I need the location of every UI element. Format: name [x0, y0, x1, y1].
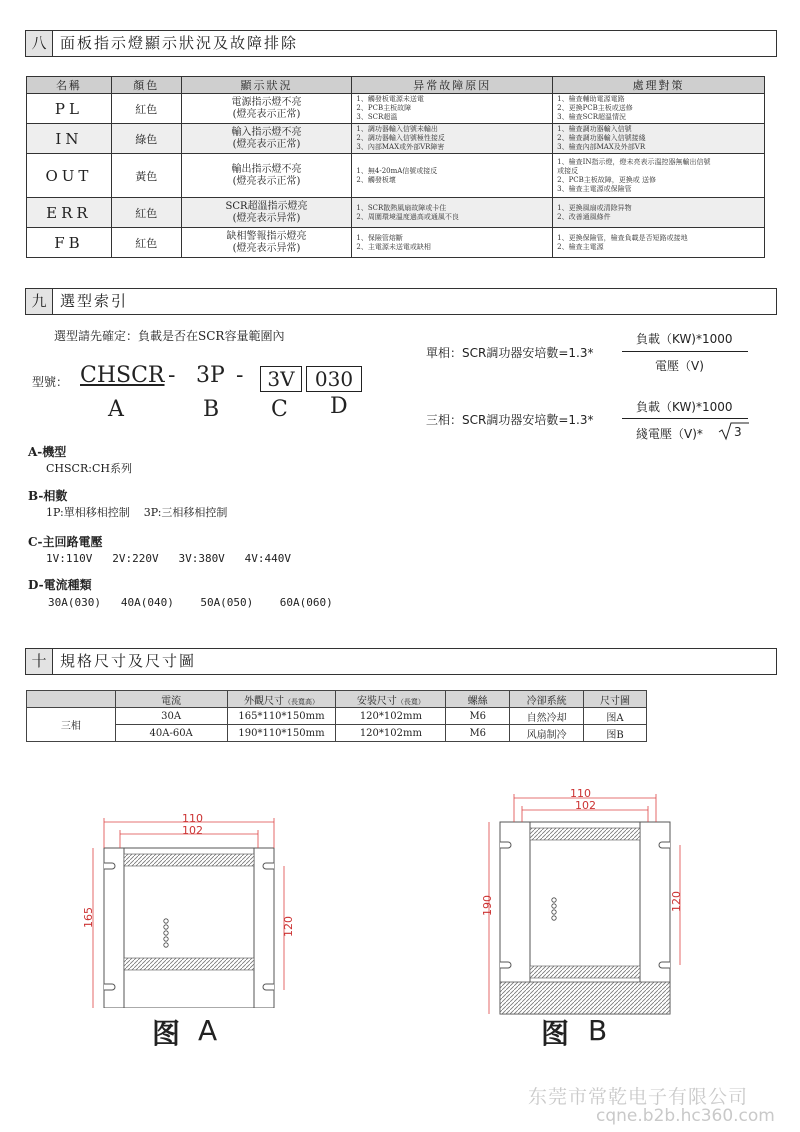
display-status: 輸入指示燈不亮 (燈亮表示正常)	[181, 124, 352, 154]
model-dash: -	[236, 363, 244, 388]
selection-intro: 選型請先確定：負載是否在SCR容量範圍內	[54, 329, 285, 343]
formula-single-denominator: 電壓（V)	[655, 359, 704, 373]
section-10-header	[25, 648, 777, 675]
table-header-row	[27, 691, 647, 708]
section-a-title: A-機型	[28, 445, 67, 459]
table-cell: 40A-60A	[115, 725, 227, 742]
table-cell: 自然冷却	[510, 708, 584, 725]
formula-three-numerator: 負載（KW)*1000	[636, 400, 733, 414]
section-b-body: 1P:單相移相控制 3P:三相移相控制	[46, 506, 228, 519]
section-title: 選型索引	[60, 292, 129, 310]
fault-actions: 1、檢查IN指示燈，燈未亮表示溫控器無輸出信號 或接反 2、PCB主板故障，更換或 送修 3、檢查主電源或保險管	[553, 154, 765, 198]
table-cell: 165*110*150mm	[227, 708, 336, 725]
indicator-name: OUT	[27, 154, 112, 198]
dim-b-width-inner: 102	[575, 799, 596, 812]
caption-b-cn: 图	[541, 1017, 570, 1050]
table-cell: M6	[446, 708, 510, 725]
model-prefix: 型號：	[32, 375, 69, 389]
table-row	[27, 708, 647, 725]
model-phase: 3P	[196, 363, 225, 388]
dim-a-height-outer: 165	[82, 907, 95, 928]
model-letter-a: A	[108, 397, 124, 422]
indicator-color: 紅色	[111, 228, 181, 258]
formula-single-numerator: 負載（KW)*1000	[636, 332, 733, 346]
table-row	[27, 124, 765, 154]
fault-causes: 1、無4-20mA信號或接反 2、觸發板壞	[352, 154, 553, 198]
section-number: 九	[26, 289, 53, 314]
caption-b-letter: B	[588, 1014, 608, 1047]
section-a-body: CHSCR:CH系列	[46, 462, 132, 475]
column-header: 外觀尺寸（長寬高）	[227, 691, 336, 708]
table-cell: 图B	[584, 725, 647, 742]
column-header: 顯示狀況	[181, 77, 352, 94]
table-cell: 120*102mm	[336, 708, 446, 725]
display-status: 輸出指示燈不亮 (燈亮表示正常)	[181, 154, 352, 198]
dim-a-width-inner: 102	[182, 824, 203, 837]
section-c-body: 1V:110V 2V:220V 3V:380V 4V:440V	[46, 552, 292, 565]
spec-table	[26, 690, 647, 742]
dim-a-height-inner: 120	[282, 916, 295, 937]
section-b-title: B-相數	[28, 489, 68, 503]
fault-causes: 1、調功器輸入信號未輸出 2、調功器輸入信號極性接反 3、內部MAX或外部VR障害	[352, 124, 553, 154]
section-number: 八	[26, 31, 53, 56]
fault-causes: 1、觸發板電源未送電 2、PCB主板故障 3、SCR超溫	[352, 94, 553, 124]
section-8-header	[25, 30, 777, 57]
formula-single-label: 單相：SCR調功器安培數=1.3*	[426, 346, 594, 360]
column-header	[27, 691, 116, 708]
display-status: 電源指示燈不亮 (燈亮表示正常)	[181, 94, 352, 124]
dim-b-width-outer: 110	[570, 787, 591, 800]
fault-actions: 1、更換風扇或清除异物 2、改善通風條件	[553, 198, 765, 228]
fault-causes: 1、SCR散熱風扇故障或卡住 2、周圍環境溫度過高或通風不良	[352, 198, 553, 228]
column-header: 尺寸圖	[584, 691, 647, 708]
column-header: 螺絲	[446, 691, 510, 708]
table-cell: 图A	[584, 708, 647, 725]
fault-table	[26, 76, 765, 258]
column-header: 處理對策	[553, 77, 765, 94]
caption-a-letter: A	[198, 1014, 218, 1047]
dim-b-height-outer: 190	[481, 895, 494, 916]
model-dash: -	[168, 363, 176, 388]
dimension-drawing-b	[478, 786, 698, 1022]
dim-b-height-inner: 120	[670, 891, 683, 912]
column-header: 電流	[115, 691, 227, 708]
table-row	[27, 228, 765, 258]
caption-a-cn: 图	[152, 1017, 181, 1050]
table-row	[27, 94, 765, 124]
display-status: SCR超溫指示燈亮 (燈亮表示异常)	[181, 198, 352, 228]
heatsink-fins	[124, 854, 254, 866]
indicator-name: PL	[27, 94, 112, 124]
column-header: 顏色	[111, 77, 181, 94]
dimension-drawing-a	[90, 808, 310, 1008]
model-current-box: 030	[306, 366, 362, 392]
display-status: 缺相警報指示燈亮 (燈亮表示异常)	[181, 228, 352, 258]
fault-actions: 1、更換保險管，檢查負載是否短路或接地 2、檢查主電源	[553, 228, 765, 258]
formula-three-denominator: 綫電壓（V)*	[636, 427, 703, 441]
section-d-body: 30A(030) 40A(040) 50A(050) 60A(060)	[48, 596, 333, 609]
model-base: CHSCR	[80, 363, 165, 388]
formula-root-value: 3	[734, 425, 742, 439]
model-letter-d: D	[330, 394, 348, 419]
section-number: 十	[26, 649, 53, 674]
section-9-header	[25, 288, 777, 315]
table-header-row	[27, 77, 765, 94]
watermark-company: 东莞市常乾电子有限公司	[528, 1086, 749, 1108]
indicator-color: 紅色	[111, 198, 181, 228]
watermark-url: cqne.b2b.hc360.com	[596, 1106, 775, 1126]
heatsink-fins	[530, 828, 640, 840]
indicator-name: IN	[27, 124, 112, 154]
table-row	[27, 198, 765, 228]
column-header: 安裝尺寸（長寬）	[336, 691, 446, 708]
fraction-line	[622, 418, 748, 419]
section-c-title: C-主回路電壓	[28, 535, 103, 549]
dim-a-width-outer: 110	[182, 812, 203, 825]
section-title: 面板指示燈顯示狀況及故障排除	[60, 34, 299, 52]
fan-housing	[500, 982, 670, 1014]
formula-three-label: 三相：SCR調功器安培數=1.3*	[426, 413, 594, 427]
section-title: 規格尺寸及尺寸圖	[60, 652, 197, 670]
section-d-title: D-電流種類	[28, 578, 92, 592]
table-cell: M6	[446, 725, 510, 742]
fault-causes: 1、保險管熔斷 2、主電源未送電或缺相	[352, 228, 553, 258]
model-letter-c: C	[271, 397, 288, 422]
fault-actions: 1、檢查調功器輸入信號 2、檢查調功器輸入信號接綫 3、檢查內部MAX及外部VR	[553, 124, 765, 154]
table-cell: 190*110*150mm	[227, 725, 336, 742]
model-letter-b: B	[203, 397, 220, 422]
fraction-line	[622, 351, 748, 352]
indicator-color: 紅色	[111, 94, 181, 124]
heatsink-fins	[530, 966, 640, 978]
fault-actions: 1、檢查輔助電源電路 2、更換PCB主板或送修 3、檢查SCR超溫情況	[553, 94, 765, 124]
table-cell: 120*102mm	[336, 725, 446, 742]
phase-cell: 三相	[27, 708, 116, 742]
column-header: 冷卻系統	[510, 691, 584, 708]
indicator-color: 黃色	[111, 154, 181, 198]
indicator-name: ERR	[27, 198, 112, 228]
table-cell: 风扇制冷	[510, 725, 584, 742]
table-cell: 30A	[115, 708, 227, 725]
indicator-name: FB	[27, 228, 112, 258]
column-header: 名稱	[27, 77, 112, 94]
indicator-color: 綠色	[111, 124, 181, 154]
table-row	[27, 725, 647, 742]
model-voltage-box: 3V	[260, 366, 302, 392]
column-header: 异常故障原因	[352, 77, 553, 94]
heatsink-fins	[124, 958, 254, 970]
table-row	[27, 154, 765, 198]
